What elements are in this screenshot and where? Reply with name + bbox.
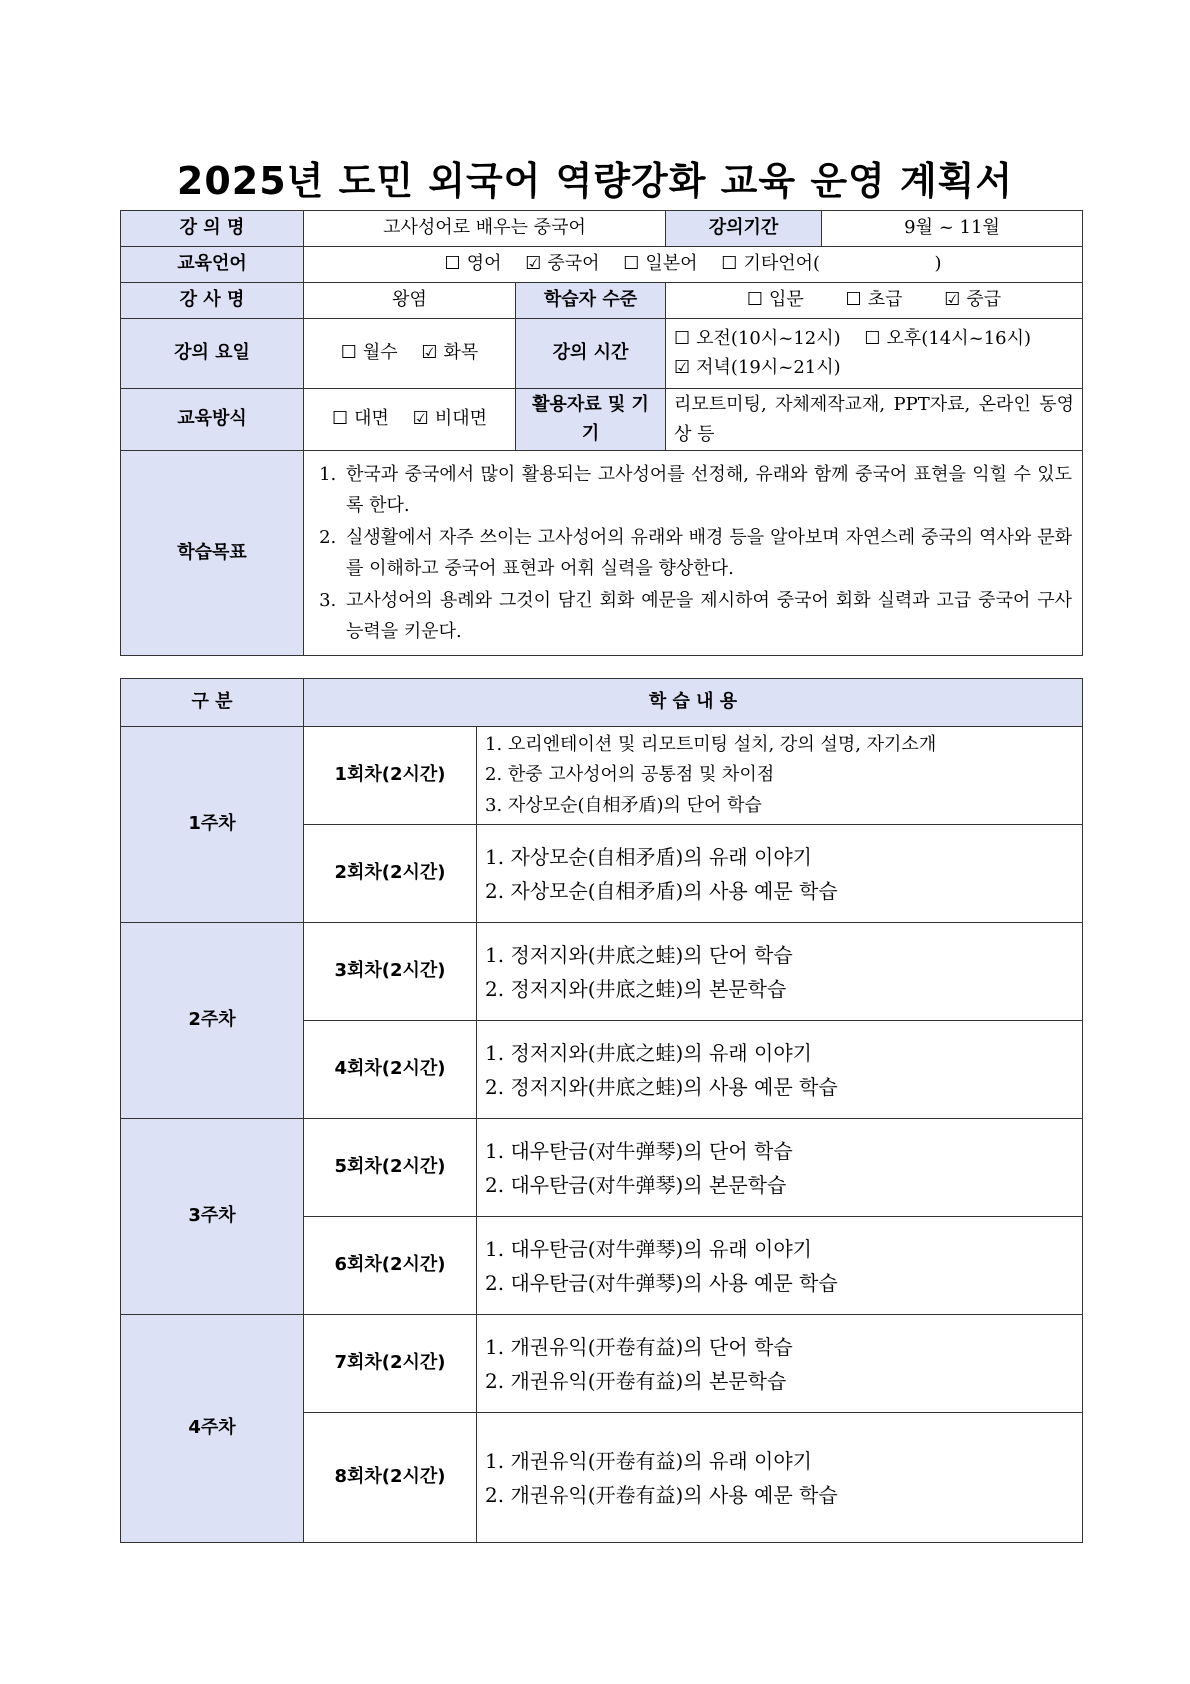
option-label: 대면: [354, 408, 389, 430]
session-content: [477, 923, 1083, 1021]
day-option-mon-wed[interactable]: [341, 339, 398, 368]
day-options: [304, 319, 516, 389]
goal-item: 3. 고사성어의 용례와 그것이 담긴 회화 예문을 제시하여 중국어 회화 실력과 고급 중국어 구사 능력을 키운다.: [342, 585, 1072, 648]
option-label: 오전(10시~12시): [696, 327, 841, 349]
division-header: 구 분: [121, 679, 304, 727]
period-value: 9월 ~ 11월: [822, 211, 1083, 247]
session-label: 4회차(2시간): [304, 1021, 477, 1119]
session-content: [477, 1021, 1083, 1119]
checkbox-icon: ☐: [340, 342, 357, 364]
language-label: 교육언어: [121, 247, 304, 283]
option-label: 입문: [769, 289, 804, 311]
checkbox-icon: ☐: [864, 327, 881, 349]
level-option-beginner[interactable]: [846, 286, 903, 315]
list-item: 2. 대우탄금(对牛弹琴)의 사용 예문 학습: [485, 1270, 838, 1295]
week-label: 1주차: [121, 727, 304, 923]
checkbox-checked-icon: ☑: [944, 289, 961, 311]
option-label: 영어: [466, 253, 502, 275]
option-label: 일본어: [645, 253, 698, 275]
page-title: 2025년 도민 외국어 역량강화 교육 운영 계획서: [176, 159, 1014, 203]
list-item: 2. 자상모순(自相矛盾)의 사용 예문 학습: [485, 878, 838, 903]
time-options: [666, 319, 1083, 389]
session-label: 5회차(2시간): [304, 1119, 477, 1217]
checkbox-icon: ☐: [444, 253, 461, 275]
day-label: 강의 요일: [121, 319, 304, 389]
list-item: 1. 자상모순(自相矛盾)의 유래 이야기: [485, 844, 812, 869]
checkbox-icon: ☐: [721, 253, 738, 275]
session-label: 7회차(2시간): [304, 1315, 477, 1413]
option-label: 중급: [966, 289, 1002, 311]
language-option-japanese[interactable]: [623, 250, 697, 279]
time-option-afternoon[interactable]: [864, 325, 1031, 354]
goal-list-cell: [304, 451, 1083, 656]
time-option-evening[interactable]: [674, 354, 841, 383]
list-item: 1. 대우탄금(对牛弹琴)의 유래 이야기: [485, 1236, 812, 1261]
materials-value: 리모트미팅, 자체제작교재, PPT자료, 온라인 동영상 등: [666, 389, 1083, 451]
week-label: 4주차: [121, 1315, 304, 1543]
goal-item: 1. 한국과 중국에서 많이 활용되는 고사성어를 선정해, 유래와 함께 중국어 표현을 익힐 수 있도록 한다.: [342, 459, 1072, 522]
session-content: [477, 1315, 1083, 1413]
time-option-morning[interactable]: [674, 325, 841, 354]
checkbox-icon: ☐: [332, 408, 349, 430]
checkbox-checked-icon: ☑: [412, 408, 429, 430]
content-header: 학 습 내 용: [304, 679, 1083, 727]
checkbox-checked-icon: ☑: [525, 253, 542, 275]
option-label: 저녁(19시~21시): [696, 356, 841, 378]
instructor-value: 왕염: [304, 283, 516, 319]
checkbox-icon: ☐: [746, 289, 764, 311]
option-label: 오후(14시~16시): [886, 327, 1032, 349]
session-label: 1회차(2시간): [304, 727, 477, 825]
instructor-label: 강 사 명: [121, 283, 304, 319]
week-label: 2주차: [121, 923, 304, 1119]
method-option-in-person[interactable]: [332, 405, 389, 434]
session-label: 8회차(2시간): [304, 1413, 477, 1543]
session-label: 6회차(2시간): [304, 1217, 477, 1315]
list-item: 3. 자상모순(自相矛盾)의 단어 학습: [485, 794, 762, 816]
level-option-intermediate[interactable]: [944, 286, 1001, 315]
course-name-label: 강 의 명: [121, 211, 304, 247]
session-content: [477, 727, 1083, 825]
checkbox-icon: ☐: [623, 253, 640, 275]
level-option-intro[interactable]: [747, 286, 804, 315]
session-content: [477, 825, 1083, 923]
list-item: 1. 정저지와(井底之蛙)의 단어 학습: [485, 942, 793, 967]
checkbox-checked-icon: ☑: [421, 342, 438, 364]
language-option-other[interactable]: [721, 250, 941, 279]
option-label: 월수: [362, 342, 398, 364]
list-item: 2. 대우탄금(对牛弹琴)의 본문학습: [485, 1172, 787, 1197]
list-item: 1. 오리엔테이션 및 리모트미팅 설치, 강의 설명, 자기소개: [485, 733, 937, 755]
session-content: [477, 1217, 1083, 1315]
session-content: [477, 1119, 1083, 1217]
language-option-english[interactable]: [445, 250, 502, 279]
course-name-value: 고사성어로 배우는 중국어: [304, 211, 666, 247]
goal-item: 2. 실생활에서 자주 쓰이는 고사성어의 유래와 배경 등을 알아보며 자연스레 중국의 역사와 문화를 이해하고 중국어 표현과 어휘 실력을 향상한다.: [342, 522, 1072, 585]
list-item: 2. 정저지와(井底之蛙)의 본문학습: [485, 976, 787, 1001]
course-info-table: [120, 210, 1083, 656]
list-item: 1. 정저지와(井底之蛙)의 유래 이야기: [485, 1040, 812, 1065]
materials-label: 활용자료 및 기기: [516, 389, 666, 451]
session-label: 3회차(2시간): [304, 923, 477, 1021]
checkbox-checked-icon: ☑: [674, 356, 691, 378]
session-content: [477, 1413, 1083, 1543]
schedule-table: [120, 678, 1083, 1543]
goal-list: [314, 459, 1072, 648]
list-item: 2. 개권유익(开卷有益)의 사용 예문 학습: [485, 1482, 838, 1507]
session-label: 2회차(2시간): [304, 825, 477, 923]
option-label: 화목: [443, 342, 479, 364]
period-label: 강의기간: [666, 211, 822, 247]
option-label: 기타언어( ): [743, 253, 942, 275]
method-options: [304, 389, 516, 451]
checkbox-icon: ☐: [845, 289, 862, 311]
day-option-tue-thu[interactable]: [421, 339, 478, 368]
language-option-chinese[interactable]: [525, 250, 599, 279]
list-item: 1. 개권유익(开卷有益)의 단어 학습: [485, 1334, 793, 1359]
list-item: 1. 개권유익(开卷有益)의 유래 이야기: [485, 1448, 812, 1473]
week-label: 3주차: [121, 1119, 304, 1315]
method-option-online[interactable]: [413, 405, 487, 434]
level-label: 학습자 수준: [516, 283, 666, 319]
list-item: 2. 한중 고사성어의 공통점 및 차이점: [485, 764, 775, 786]
level-options: [666, 283, 1083, 319]
language-options: [304, 247, 1083, 283]
option-label: 초급: [867, 289, 903, 311]
option-label: 중국어: [547, 253, 600, 275]
list-item: 2. 개권유익(开卷有益)의 본문학습: [485, 1368, 787, 1393]
option-label: 비대면: [434, 408, 487, 430]
list-item: 1. 대우탄금(对牛弹琴)의 단어 학습: [485, 1138, 793, 1163]
checkbox-icon: ☐: [674, 327, 691, 349]
list-item: 2. 정저지와(井底之蛙)의 사용 예문 학습: [485, 1074, 838, 1099]
goal-label: 학습목표: [121, 451, 304, 656]
time-label: 강의 시간: [516, 319, 666, 389]
method-label: 교육방식: [121, 389, 304, 451]
